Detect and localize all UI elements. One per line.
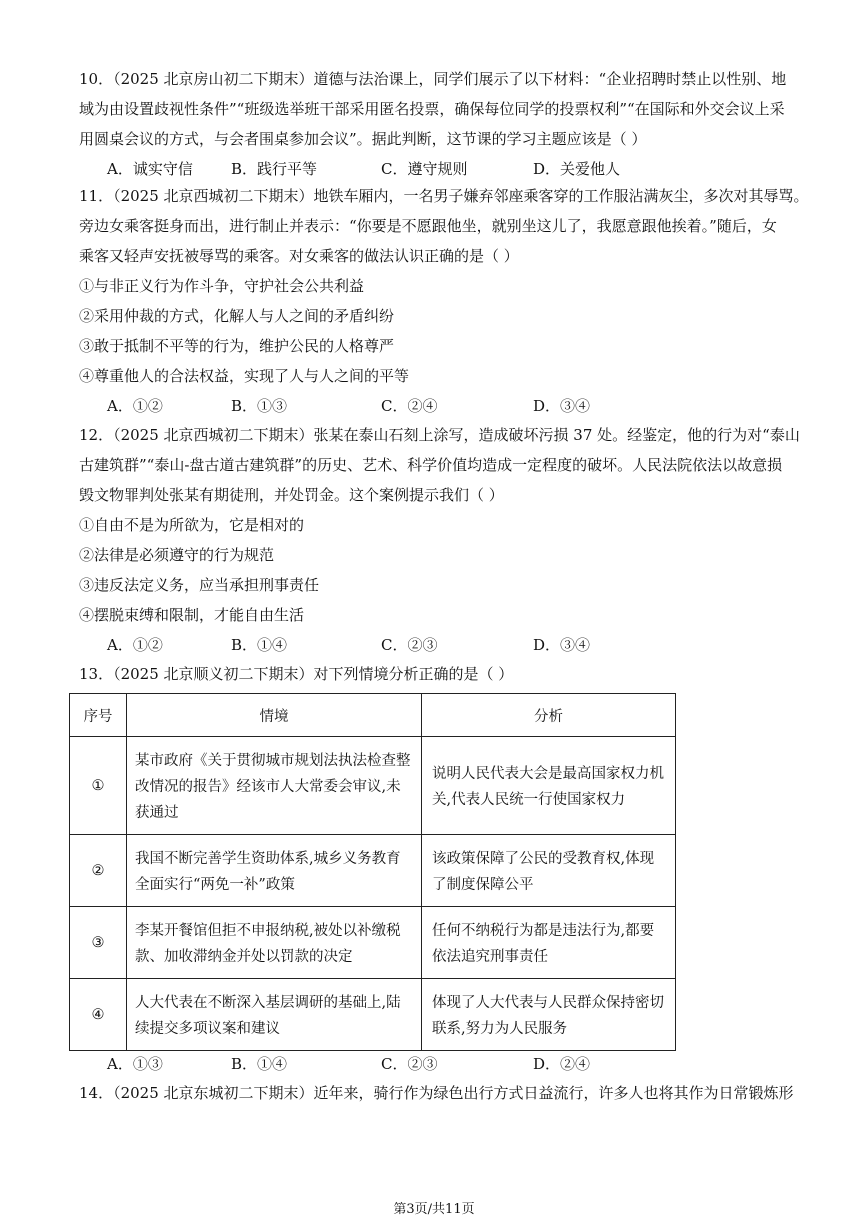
q12-option-d: D．③④ [533,636,591,654]
q12-line-2: 古建筑群”“泰山-盘古道古建筑群”的历史、艺术、科学价值均造成一定程度的破坏。人民法院依法以故意损 [79,456,783,474]
q11-option-d: D．③④ [533,397,591,415]
q12-option-b: B．①④ [231,636,288,654]
row-analysis: 说明人民代表大会是最高国家权力机关,代表人民统一行使国家权力 [422,737,676,835]
q13-option-c: C．②③ [381,1055,438,1073]
q13-stem: 13．（2025 北京顺义初二下期末）对下列情境分析正确的是（ ） [79,665,514,683]
q11-line-1: 11．（2025 北京西城初二下期末）地铁车厢内，一名男子嫌弃邻座乘客穿的工作服沾满灰尘，多次对其辱骂。 [79,187,809,205]
q13-table [69,693,676,1051]
q10-option-b: B．践行平等 [231,160,318,178]
q10-option-d: D．关爱他人 [533,160,621,178]
row-number: ① [70,737,127,835]
q10-line-3: 用圆桌会议的方式，与会者围桌参加会议”。据此判断，这节课的学习主题应该是（ ） [79,130,647,148]
q10-option-a: A．诚实守信 [107,160,193,178]
q12-option-a: A．①② [107,636,163,654]
row-analysis: 体现了人大代表与人民群众保持密切联系,努力为人民服务 [422,979,676,1051]
q13-option-b: B．①④ [231,1055,288,1073]
header-situation: 情境 [127,694,422,737]
q12-line-3: 毁文物罪判处张某有期徒刑，并处罚金。这个案例提示我们（ ） [79,486,504,504]
row-analysis: 该政策保障了公民的受教育权,体现了制度保障公平 [422,835,676,907]
q12-line-1: 12．（2025 北京西城初二下期末）张某在泰山石刻上涂写，造成破坏污损 37 处。经鉴定，他的行为对“泰山 [79,426,800,444]
row-situation: 李某开餐馆但拒不申报纳税,被处以补缴税款、加收滞纳金并处以罚款的决定 [127,907,422,979]
q11-line-2: 旁边女乘客挺身而出，进行制止并表示：“你要是不愿跟他坐，就别坐这儿了，我愿意跟他挨着。”随后，女 [79,217,777,235]
table-row [70,979,676,1051]
row-situation: 人大代表在不断深入基层调研的基础上,陆续提交多项议案和建议 [127,979,422,1051]
q12-item-3: ③违反法定义务，应当承担刑事责任 [79,576,320,594]
page-footer: 第3页/共11页 [393,1202,475,1217]
q12-item-4: ④摆脱束缚和限制，才能自由生活 [79,606,305,624]
table-row [70,835,676,907]
q11-option-c: C．②④ [381,397,438,415]
q12-item-1: ①自由不是为所欲为，它是相对的 [79,516,305,534]
table-row [70,737,676,835]
q14-line-1: 14．（2025 北京东城初二下期末）近年来，骑行作为绿色出行方式日益流行，许多人也将其作为日常锻炼形 [79,1084,794,1102]
q12-item-2: ②法律是必须遵守的行为规范 [79,546,275,564]
table-row [70,907,676,979]
q13-option-d: D．②④ [533,1055,591,1073]
row-situation: 我国不断完善学生资助体系,城乡义务教育全面实行“两免一补”政策 [127,835,422,907]
row-number: ④ [70,979,127,1051]
header-analysis: 分析 [422,694,676,737]
q11-line-3: 乘客又轻声安抚被辱骂的乘客。对女乘客的做法认识正确的是（ ） [79,247,519,265]
q10-option-c: C．遵守规则 [381,160,468,178]
q11-option-a: A．①② [107,397,163,415]
q11-option-b: B．①③ [231,397,288,415]
row-analysis: 任何不纳税行为都是违法行为,都要依法追究刑事责任 [422,907,676,979]
q11-item-3: ③敢于抵制不平等的行为，维护公民的人格尊严 [79,337,395,355]
row-number: ③ [70,907,127,979]
q13-table-header [70,694,676,737]
q12-option-c: C．②③ [381,636,438,654]
q11-item-2: ②采用仲裁的方式，化解人与人之间的矛盾纠纷 [79,307,395,325]
q11-item-1: ①与非正义行为作斗争，守护社会公共利益 [79,277,365,295]
row-number: ② [70,835,127,907]
q10-line-2: 域为由设置歧视性条件”“班级选举班干部采用匿名投票，确保每位同学的投票权利”“在国际和外交会议上采 [79,100,785,118]
q13-option-a: A．①③ [107,1055,163,1073]
q11-item-4: ④尊重他人的合法权益，实现了人与人之间的平等 [79,367,410,385]
q10-line-1: 10．（2025 北京房山初二下期末）道德与法治课上，同学们展示了以下材料：“企业招聘时禁止以性别、地 [79,70,787,88]
header-number: 序号 [70,694,127,737]
row-situation: 某市政府《关于贯彻城市规划法执法检查整改情况的报告》经该市人大常委会审议,未获通过 [127,737,422,835]
